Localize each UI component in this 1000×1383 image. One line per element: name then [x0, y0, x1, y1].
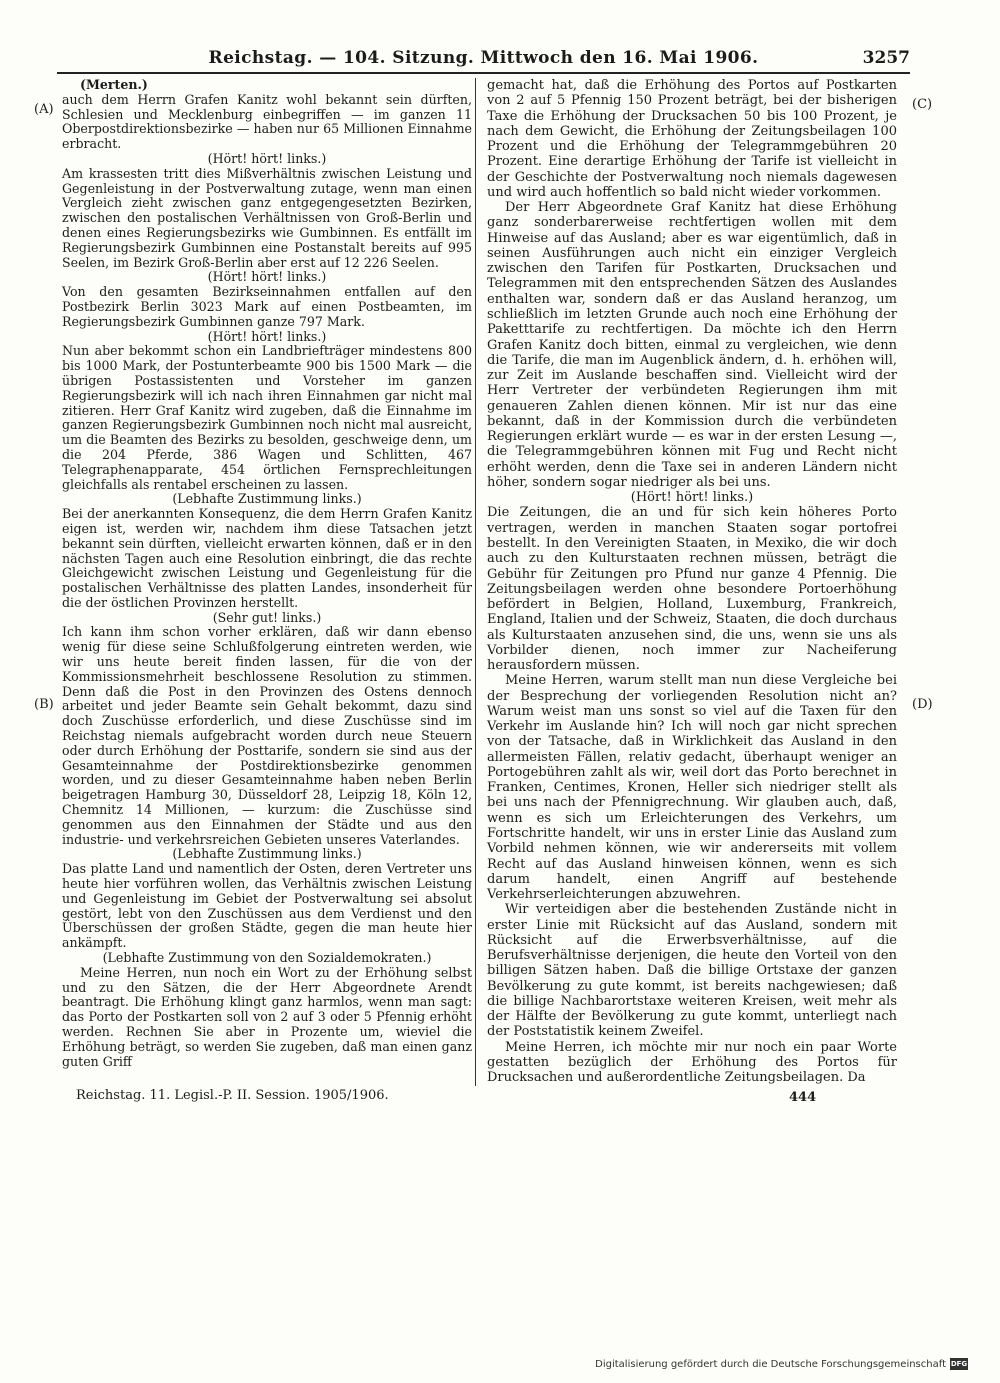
paragraph: Meine Herren, warum stellt man nun diese Vergleiche bei der Besprechung der vorliegenden Resolution nicht an? Warum weist man uns sonst so viel auf die Taxen für den Verkehr im Auslande hin? Ich will noch gar nicht sprechen von der Tatsache, daß in Wirklichkeit das Ausland in den allermeisten Fällen, relativ gedacht, überhaupt weniger an Portogebühren zahlt als wir, weil dort das Porto berechnet in Franken, Centimes, Kronen, Heller sich niedriger stellt als bei uns nach der Pfennigrechnung. Wir glauben auch, daß, wenn es sich um Erleichterungen des Verkehrs, um Fortschritte handelt, wir uns in erster Linie das Ausland zum Vorbild nehmen können, wie wir andererseits mit vollem Recht auf das Ausland hinweisen können, wenn es sich darum handelt, einen Angriff auf bestehende Verkehrserleichterungen abzuwehren.: [487, 673, 897, 903]
paragraph: Ich kann ihm schon vorher erklären, daß wir dann ebenso wenig für diese seine Schlußfolgerung eintreten werden, wie wir uns heute bereit finden lassen, für die von der Kommissionsmehrheit beschlossene Resolution zu stimmen. Denn daß die Post in den Provinzen des Ostens dennoch arbeitet und jeder Beamte sein Gehalt bekommt, dazu sind doch Zuschüsse erforderlich, und diese Zuschüsse sind im Reichstag niemals aufgebracht worden durch neue Steuern oder durch Erhöhung der Posttarife, sondern sie sind aus der Gesamteinnahme der Postdirektionsbezirke genommen worden, und zu dieser Gesamteinnahme haben neben Berlin beigetragen Hamburg 30, Düsseldorf 28, Leipzig 18, Köln 12, Chemnitz 14 Millionen, — kurzum: die Zuschüsse sind genommen aus den Einnahmen der Städte und aus den industrie- und verkehrsreichen Gebieten unseres Vaterlandes.: [62, 624, 472, 847]
margin-marker-a: (A): [34, 102, 54, 117]
speaker-name: (Merten.): [80, 77, 148, 92]
paragraph: Bei der anerkannten Konsequenz, die dem Herrn Grafen Kanitz eigen ist, werden wir, nachdem ihm diese Tatsachen jetzt bekannt sein dürften, vielleicht erwarten können, daß er in den nächsten Tagen auch eine Resolution einbringt, die das rechte Gleichgewicht zwischen Leistung und Gegenleistung für die postalischen Verhältnisse des platten Landes, insonderheit für die der östlichen Provinzen herstellt.: [62, 506, 472, 610]
paragraph: Nun aber bekommt schon ein Landbriefträger mindestens 800 bis 1000 Mark, der Postunterbeamte 900 bis 1500 Mark — die übrigen Postassistenten und Vorsteher im ganzen Regierungsbezirk will ich nach ihren Einnahmen gar nicht mal zitieren. Herr Graf Kanitz wird zugeben, daß die Einnahme im ganzen Regierungsbezirk Gumbinnen noch nicht mal ausreicht, um die Beamten des Bezirks zu besolden, geschweige denn, um die 204 Pferde, 386 Wagen und Schlitten, 467 Telegraphenapparate, 454 örtlichen Fernsprechleitungen gleichfalls als rentabel erscheinen zu lassen.: [62, 343, 472, 492]
interjection: (Lebhafte Zustimmung links.): [172, 846, 362, 862]
interjection: (Hört! hört! links.): [630, 490, 754, 506]
header-title: Reichstag. — 104. Sitzung. Mittwoch den 16. Mai 1906.: [208, 48, 759, 68]
page-number: 3257: [862, 48, 910, 68]
paragraph: Das platte Land und namentlich der Osten, deren Vertreter uns heute hier vorführen wollen, das Verhältnis zwischen Leistung und Gegenleistung im Gebiet der Postverwaltung sei absolut gestört, lebt von den Zuschüssen aus dem Verdienst und den Überschüssen der großen Städte, gegen die man heute hier ankämpft.: [62, 861, 472, 951]
interjection: (Sehr gut! links.): [212, 609, 322, 625]
paragraph: Von den gesamten Bezirkseinnahmen entfallen auf den Postbezirk Berlin 3023 Mark auf einen Postbeamten, im Regierungsbezirk Gumbinnen ganze 797 Mark.: [62, 284, 472, 329]
interjection: (Lebhafte Zustimmung links.): [172, 491, 362, 507]
paragraph: gemacht hat, daß die Erhöhung des Portos auf Postkarten von 2 auf 5 Pfennig 150 Prozent beträgt, bei der bisherigen Taxe die Erhöhung der Drucksachen 50 bis 100 Prozent, je nach dem Gewicht, die Erhöhung der Zeitungsbeilagen 100 Prozent und die Erhöhung der Telegrammgebühren 20 Prozent. Eine derartige Erhöhung der Tarife ist vielleicht in der Geschichte der Postverwaltung noch niemals dagewesen und wird auch hoffentlich so bald nicht wieder vorkommen.: [487, 78, 897, 200]
paragraph: Der Herr Abgeordnete Graf Kanitz hat diese Erhöhung ganz sonderbarerweise rechtfertigen wollen mit dem Hinweise auf das Ausland; aber es war eigentümlich, daß in seinen Ausführungen auch nicht ein einziger Vergleich zwischen den Tarifen für Postkarten, Drucksachen und Telegrammen mit den entsprechenden Sätzen des Auslandes enthalten war, sondern daß er das Ausland heranzog, um schließlich im letzten Grunde auch noch eine Erhöhung der Paketttarife zu rechtfertigen. Da möchte ich den Herrn Grafen Kanitz doch bitten, einmal zu vergleichen, wie denn die Tarife, die man im Augenblick ändern, d. h. erhöhen will, zur Zeit im Auslande beschaffen sind. Vielleicht wird der Herr Vertreter der verbündeten Regierungen ihm mit genaueren Zahlen dienen können. Mir ist nur das eine bekannt, daß in der Kommission durch die verbündeten Regierungen erklärt wurde — es war in der ersten Lesung —, die Telegrammgebühren können mit Fug und Recht nicht erhöht werden, denn die Taxe sei in anderen Ländern nicht höher, sondern sogar niedriger als bei uns.: [487, 200, 897, 490]
margin-marker-b: (B): [34, 697, 54, 712]
footer-session-info: Reichstag. 11. Legisl.-P. II. Session. 1905/1906.: [76, 1088, 389, 1103]
paragraph: Am krassesten tritt dies Mißverhältnis zwischen Leistung und Gegenleistung in der Postverwaltung zutage, wenn man einen Vergleich zieht zwischen ganz entgegengesetzten Bezirken, zwischen den postalischen Verhältnissen von Groß-Berlin und denen eines Regierungsbezirks wie Gumbinnen. Es entfällt im Regierungsbezirk Gumbinnen eine Postanstalt bereits auf 995 Seelen, im Bezirk Groß-Berlin aber erst auf 12 226 Seelen.: [62, 165, 472, 270]
paragraph: Wir verteidigen aber die bestehenden Zustände nicht in erster Linie mit Rücksicht auf das Ausland, sondern mit Rücksicht auf die Erwerbsverhältnisse, auf die Berufsverhältnisse derjenigen, die heute den Vorteil von den billigen Sätzen haben. Daß die billige Ortstaxe der ganzen Bevölkerung zu gute kommt, ist bereits nachgewiesen; daß die billige Nachbarortstaxe weiteren Kreisen, weit mehr als der Hälfte der Bevölkerung zu gute kommt, unterliegt nach der Poststatistik keinem Zweifel.: [487, 902, 897, 1040]
left-column: [62, 78, 472, 1069]
page-header: [57, 48, 910, 74]
paragraph: Meine Herren, ich möchte mir nur noch ein paar Worte gestatten bezüglich der Erhöhung des Portos für Drucksachen und außerordentliche Zeitungsbeilagen. Da: [487, 1039, 897, 1086]
paragraph: auch dem Herrn Grafen Kanitz wohl bekannt sein dürften, Schlesien und Mecklenburg einbegriffen — im ganzen 11 Oberpostdirektionsbezirke — haben nur 65 Millionen Einnahme erbracht.: [62, 91, 472, 152]
column-divider: [475, 78, 476, 1086]
digitization-credit: [595, 1358, 968, 1370]
interjection: (Lebhafte Zustimmung von den Sozialdemokraten.): [102, 950, 432, 966]
interjection: (Hört! hört! links.): [207, 328, 327, 344]
paragraph: Die Zeitungen, die an und für sich kein höheres Porto vertragen, werden in manchen Staaten sogar portofrei bestellt. In den Vereinigten Staaten, in Mexiko, die wir doch auch zu den Kulturstaaten rechnen müssen, beträgt die Gebühr für Zeitungen pro Pfund nur ganze 4 Pfennig. Die Zeitungsbeilagen werden ohne besondere Portoerhöhung befördert in Belgien, Holland, Luxemburg, Frankreich, England, Italien und der Schweiz, Staaten, die doch durchaus als Kulturstaaten anzusehen sind, die uns, wenn sie uns als Vorbilder dienen, noch immer zur Nacheiferung herausfordern müssen.: [487, 505, 897, 674]
interjection: (Hört! hört! links.): [207, 150, 327, 166]
footer-sheet-number: 444: [789, 1090, 817, 1105]
dfg-logo-icon: DFG: [950, 1360, 968, 1368]
paragraph: Meine Herren, nun noch ein Wort zu der Erhöhung selbst und zu den Sätzen, die der Herr Abgeordnete Arendt beantragt. Die Erhöhung klingt ganz harmlos, wenn man sagt: das Porto der Postkarten soll von 2 auf 3 oder 5 Pfennig erhöht werden. Rechnen Sie aber in Prozente um, wieviel die Erhöhung beträgt, so werden Sie zugeben, daß man einen ganz guten Griff: [62, 964, 472, 1069]
margin-marker-c: (C): [912, 97, 933, 112]
margin-marker-d: (D): [912, 697, 933, 712]
interjection: (Hört! hört! links.): [207, 269, 327, 285]
right-column: [487, 78, 897, 1086]
credit-text: Digitalisierung gefördert durch die Deutsche Forschungsgemeinschaft: [595, 1358, 946, 1370]
